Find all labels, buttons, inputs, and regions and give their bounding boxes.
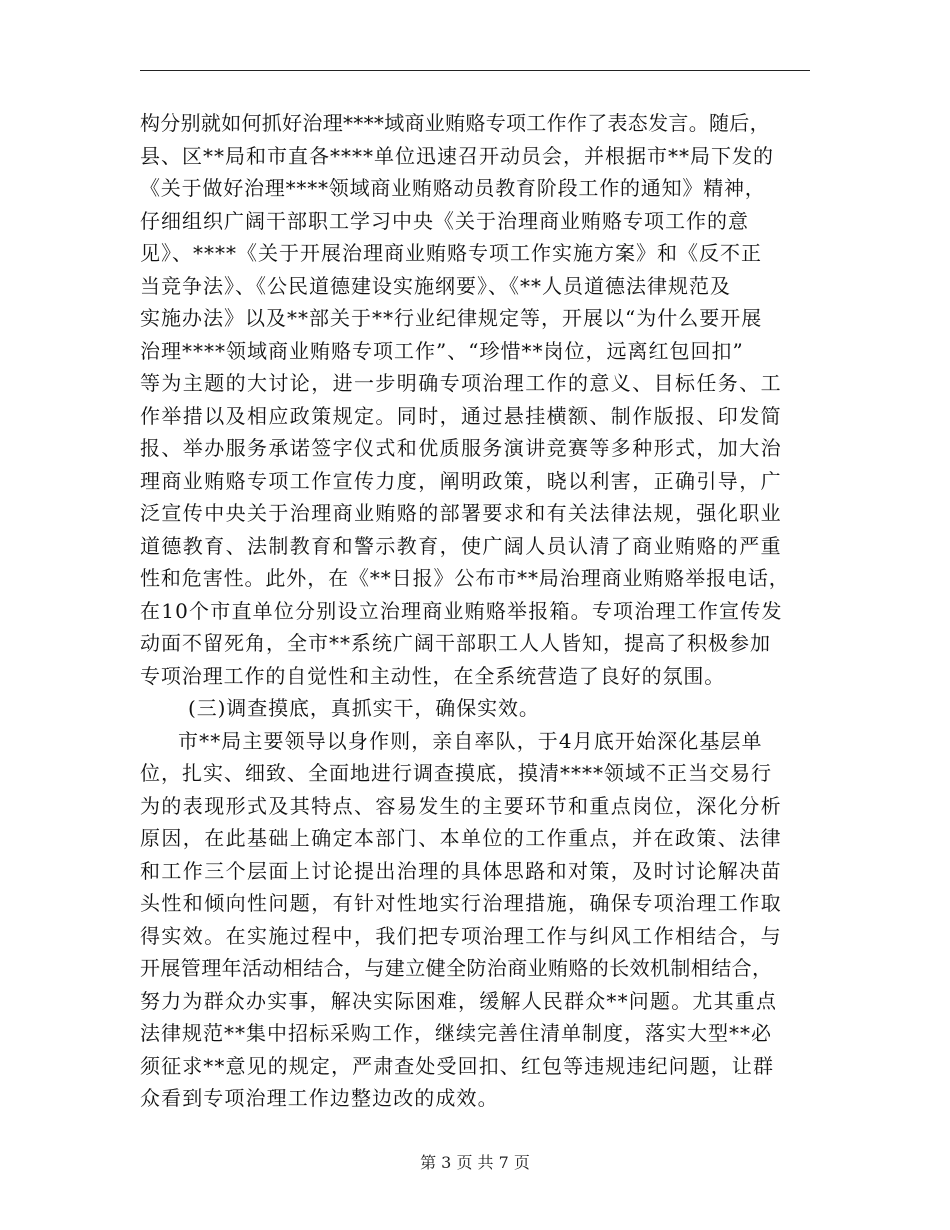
text-line: 构分别就如何抓好治理****域商业贿赂专项工作作了表态发言。随后， — [140, 111, 770, 135]
text-line: 报、举办服务承诺签字仪式和优质服务演讲竞赛等多种形式，加大治 — [140, 436, 782, 460]
text-line: 众看到专项治理工作边整边改的成效。 — [140, 1086, 499, 1110]
text-line: 须征求**意见的规定，严肃查处受回扣、红包等违规违纪问题，让群 — [140, 1053, 775, 1078]
text-line: 作举措以及相应政策规定。同时，通过悬挂横额、制作版报、印发简 — [140, 403, 782, 428]
text-line: 开展管理年活动相结合，与建立健全防治商业贿赂的长效机制相结合， — [140, 956, 773, 980]
text-line: 动面不留死角，全市**系统广阔干部职工人人皆知，提高了积极参加 — [140, 631, 771, 655]
text-line: 道德教育、法制教育和警示教育，使广阔人员认清了商业贿赂的严重 — [140, 533, 782, 558]
text-line: 理商业贿赂专项工作宣传力度，阐明政策，晓以利害，正确引导，广 — [140, 468, 782, 493]
text-line: 专项治理工作的自觉性和主动性，在全系统营造了良好的氛围。 — [140, 663, 726, 688]
text-line: 县、区**局和市直各****单位迅速召开动员会，并根据市**局下发的 — [140, 143, 774, 168]
text-line: 仔细组织广阔干部职工学习中央《关于治理商业贿赂专项工作的意 — [140, 208, 749, 233]
text-line: 当竞争法》、《公民道德建设实施纲要》、《**人员道德法律规范及 — [140, 273, 731, 298]
text-line: 头性和倾向性问题，有针对性地实行治理措施，确保专项治理工作取 — [140, 891, 782, 915]
text-line: 原因，在此基础上确定本部门、本单位的工作重点，并在政策、法律 — [140, 826, 782, 850]
text-line: 性和危害性。此外，在《**日报》公布市**局治理商业贿赂举报电话， — [140, 566, 790, 590]
section-heading: (三)调查摸底，真抓实干，确保实效。 — [188, 696, 540, 720]
text-line: 得实效。在实施过程中，我们把专项治理工作与纠风工作相结合，与 — [140, 923, 782, 948]
text-line: 为的表现形式及其特点、容易发生的主要环节和重点岗位，深化分析 — [140, 793, 782, 818]
document-body — [140, 107, 820, 1115]
text-line: 泛宣传中央关于治理商业贿赂的部署要求和有关法律法规，强化职业 — [140, 501, 782, 525]
text-line: 《关于做好治理****领域商业贿赂动员教育阶段工作的通知》精神， — [140, 176, 766, 200]
page-number-footer: 第 3 页 共 7 页 — [420, 1153, 530, 1172]
text-line: 在10个市直单位分别设立治理商业贿赂举报箱。专项治理工作宣传发 — [140, 598, 783, 623]
text-line: 见》、****《关于开展治理商业贿赂专项工作实施方案》和《反不正 — [140, 241, 762, 265]
text-line: 位，扎实、细致、全面地进行调查摸底，摸清****领域不正当交易行 — [140, 761, 772, 785]
text-line: 法律规范**集中招标采购工作，继续完善住清单制度，落实大型**必 — [140, 1021, 772, 1045]
text-line: 努力为群众办实事，解决实际困难，缓解人民群众**问题。尤其重点 — [140, 988, 778, 1013]
text-line: 和工作三个层面上讨论提出治理的具体思路和对策，及时讨论解决苗 — [140, 858, 782, 883]
text-line: 等为主题的大讨论，进一步明确专项治理工作的意义、目标任务、工 — [140, 371, 782, 395]
text-line: 实施办法》以及**部关于**行业纪律规定等，开展以“为什么要开展 — [140, 306, 763, 330]
text-line: 治理****领域商业贿赂专项工作”、“珍惜**岗位，远离红包回扣” — [140, 338, 744, 363]
text-line: 市**局主要领导以身作则，亲自率队，于4月底开始深化基层单 — [178, 728, 763, 753]
header-rule — [140, 70, 810, 71]
